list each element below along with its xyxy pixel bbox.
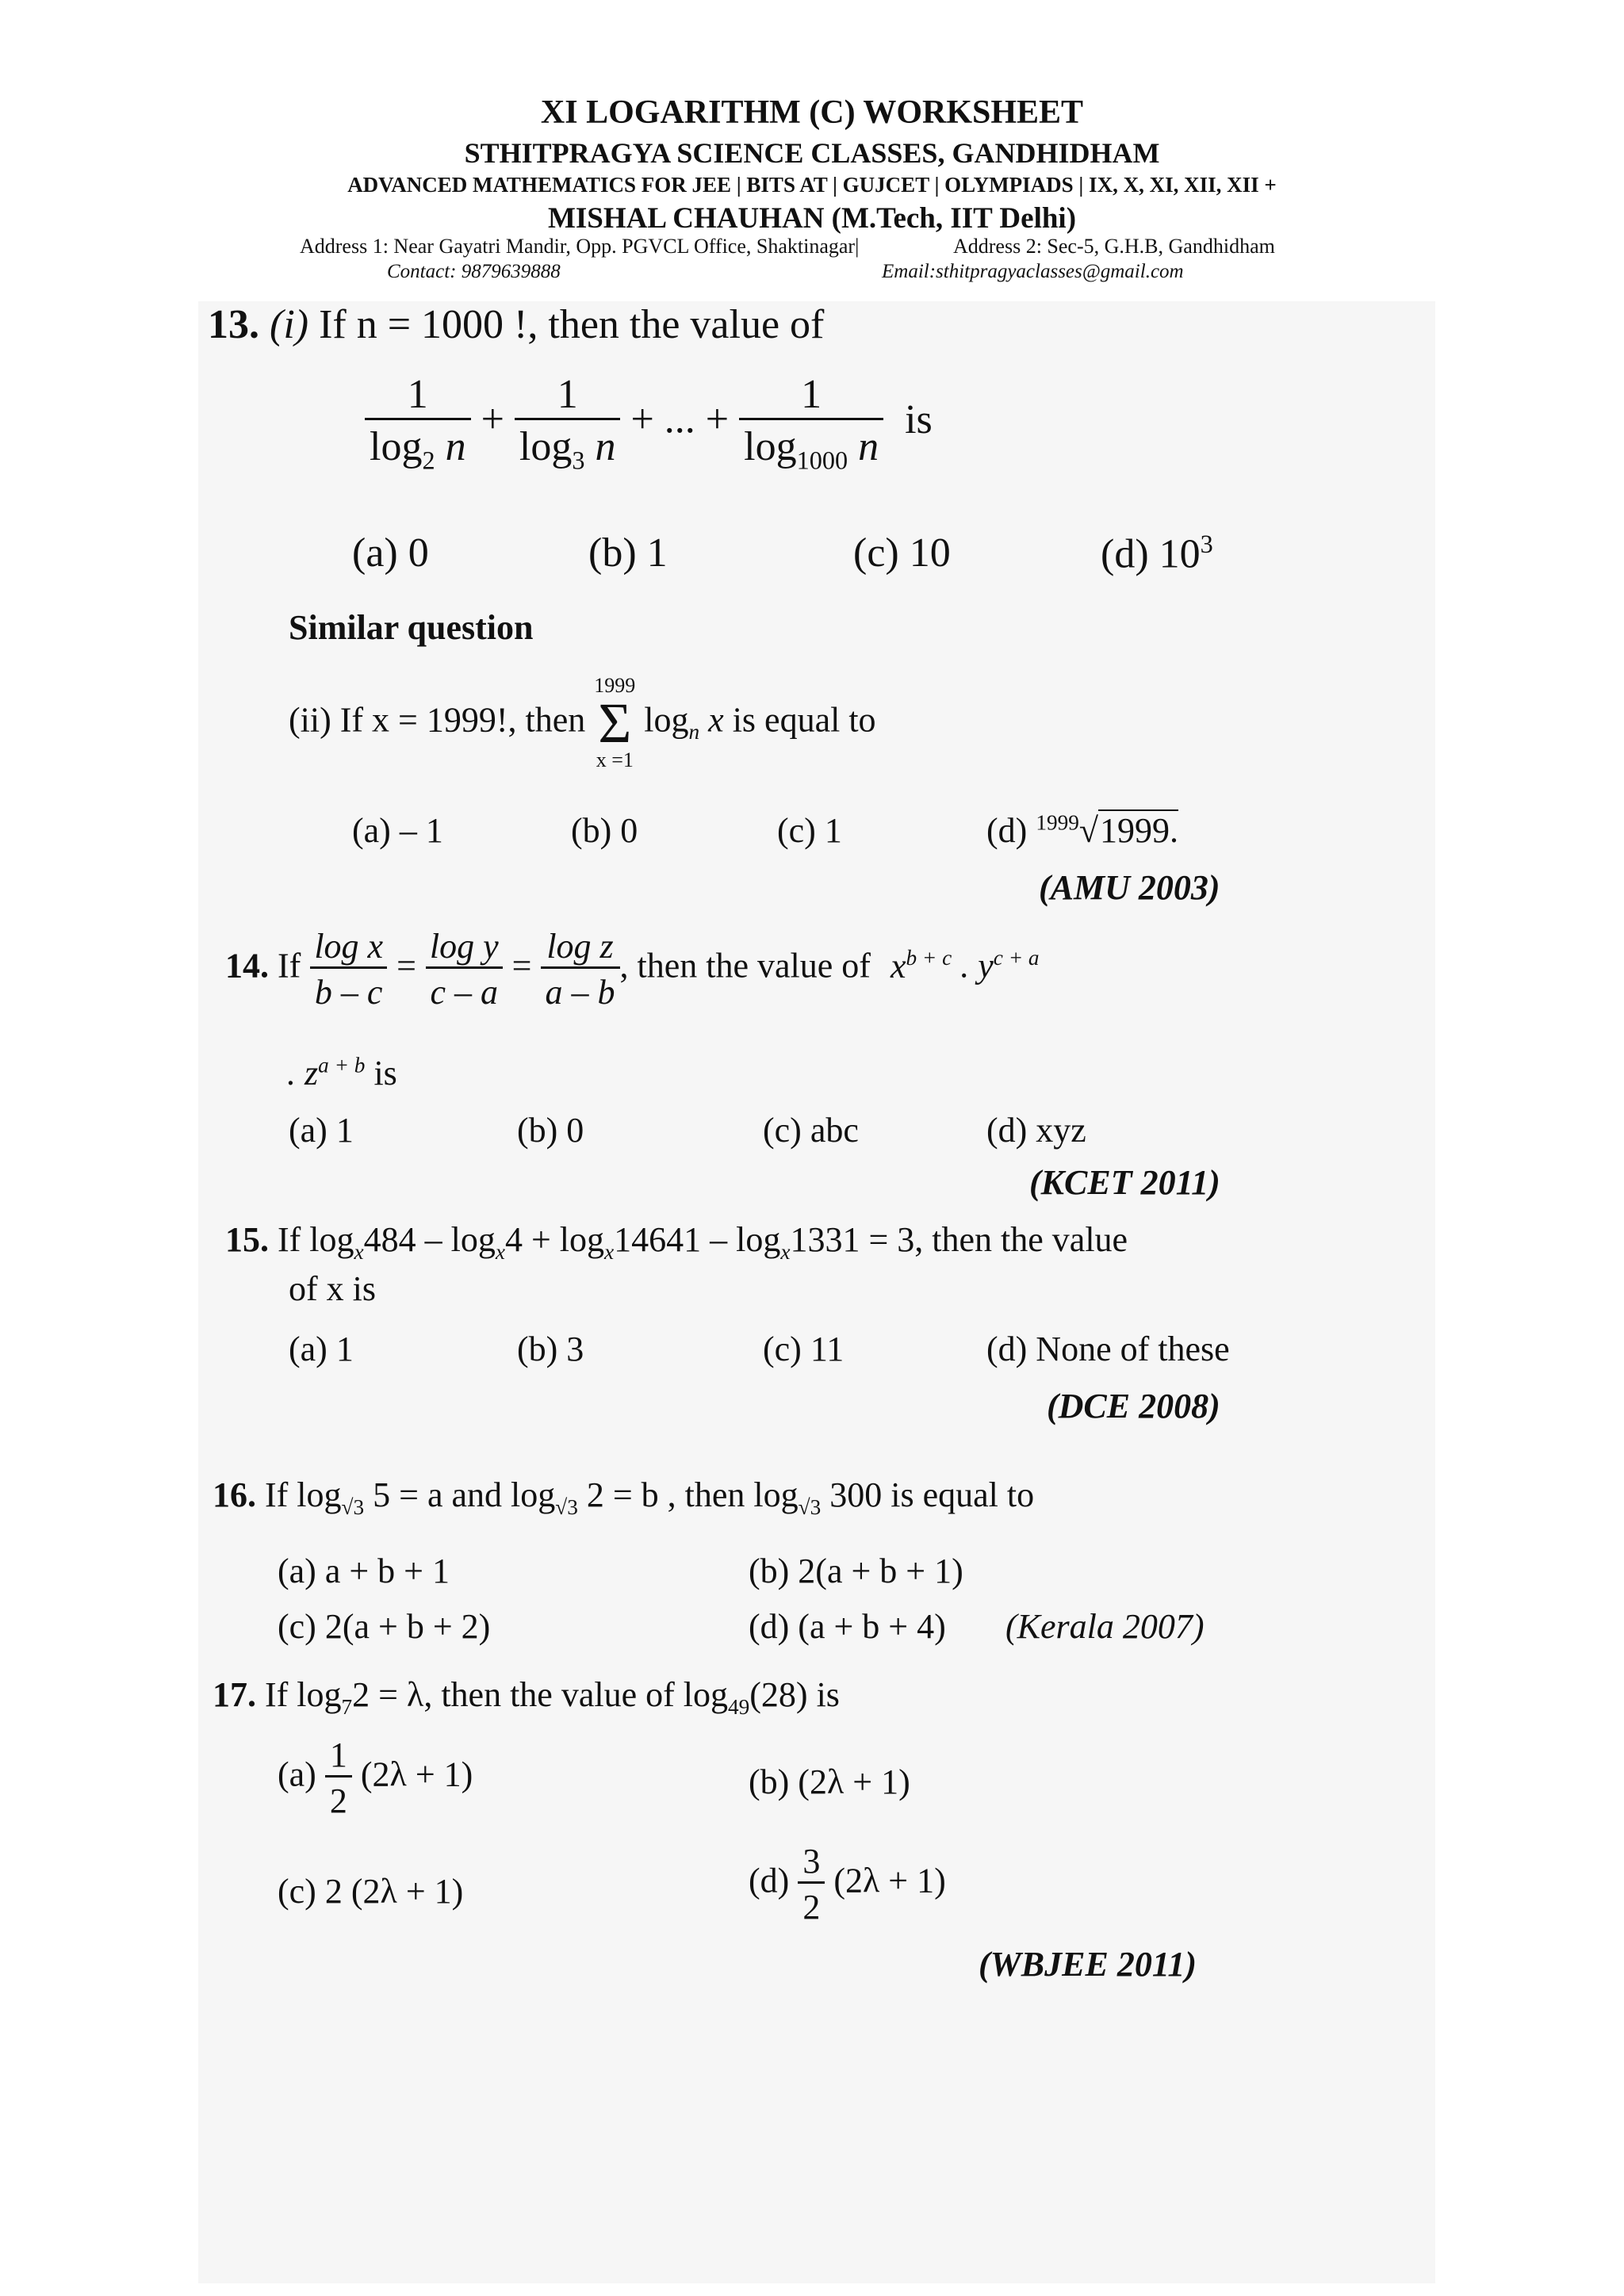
q13-ii-option-a: (a) – 1 xyxy=(352,811,443,850)
q13-stem: 13. (i) If n = 1000 !, then the value of xyxy=(208,302,825,347)
institute-name: STHITPRAGYA SCIENCE CLASSES, GANDHIDHAM xyxy=(464,137,1160,169)
q16-stem: 16. If $\log_{√3} 5 = a$ and $\log_{√3} 2 = b$ , then $\log_{√3} 300$ is equal to xyxy=(213,1475,1035,1519)
scanned-content-area xyxy=(198,301,1435,2283)
q16-option-c: (c) 2(a + b + 2) xyxy=(278,1607,491,1646)
q17-option-d: (d) $\frac{3}{2}$ (2λ + 1) xyxy=(749,1842,946,1927)
q17-option-c: (c) 2 (2λ + 1) xyxy=(278,1872,464,1911)
q13-ii-option-d: (d) $^{1999}$√1999. xyxy=(986,810,1178,850)
q15-source: (DCE 2008) xyxy=(1047,1387,1220,1425)
q17-stem: 17. If $\log_72 = \lambda$, then the value of $\log_{49}(28)$ is xyxy=(213,1675,840,1719)
sum-symbol: 1999 Σ x =1 xyxy=(594,674,636,772)
q16-source: (Kerala 2007) xyxy=(1005,1607,1205,1646)
q15-stem-continued: of x is xyxy=(289,1269,376,1308)
q14-option-d: (d) xyz xyxy=(986,1111,1086,1150)
contact-number: Contact: 9879639888 xyxy=(387,261,561,282)
fraction-1: $\frac{1}{\log_2 n}$ xyxy=(365,371,471,475)
q13-part-ii: (ii) If x = 1999!, then 1999 Σ x =1 $\log_n x$ is equal to xyxy=(289,674,876,772)
q14-stem-continued: . $z^{a + b}$ is xyxy=(287,1053,397,1093)
email-address: Email:sthitpragyaclasses@gmail.com xyxy=(882,261,1184,282)
q14-option-b: (b) 0 xyxy=(517,1111,584,1150)
q15-option-a: (a) 1 xyxy=(289,1330,354,1368)
q14-source: (KCET 2011) xyxy=(1029,1163,1220,1202)
fraction-2: $\frac{1}{\log_3 n}$ xyxy=(515,371,621,475)
fraction-3: $\frac{1}{\log_{1000} n}$ xyxy=(739,371,883,475)
address-1: Address 1: Near Gayatri Mandir, Opp. PGVCL Office, Shaktinagar| xyxy=(300,235,860,258)
q15-option-b: (b) 3 xyxy=(517,1330,584,1368)
address-2: Address 2: Sec-5, G.H.B, Gandhidham xyxy=(953,235,1275,258)
tagline: ADVANCED MATHEMATICS FOR JEE | BITS AT | GUJCET | OLYMPIADS | IX, X, XI, XII, XII + xyxy=(347,173,1277,197)
similar-question-heading: Similar question xyxy=(289,608,534,647)
q16-option-a: (a) a + b + 1 xyxy=(278,1552,450,1590)
teacher-name: MISHAL CHAUHAN (M.Tech, IIT Delhi) xyxy=(547,202,1077,235)
q13-option-a: (a) 0 xyxy=(352,530,429,576)
q17-option-a: (a) $\frac{1}{2}$ (2λ + 1) xyxy=(278,1735,473,1820)
q15-option-c: (c) 11 xyxy=(763,1330,845,1368)
q13-source: (AMU 2003) xyxy=(1039,868,1220,907)
q13-ii-option-c: (c) 1 xyxy=(777,811,842,850)
q13-series-expression: $\frac{1}{\log_2 n}$ + $\frac{1}{\log_3 n}$ + ... + $\frac{1}{\log_{1000} n}$ is xyxy=(365,371,933,475)
q13-ii-option-b: (b) 0 xyxy=(571,811,638,850)
q13-option-b: (b) 1 xyxy=(588,530,668,576)
worksheet-title: XI LOGARITHM (C) WORKSHEET xyxy=(540,94,1084,131)
q14-option-a: (a) 1 xyxy=(289,1111,354,1150)
q17-option-b: (b) (2λ + 1) xyxy=(749,1762,910,1801)
q15-option-d: (d) None of these xyxy=(986,1330,1230,1368)
q13-option-c: (c) 10 xyxy=(853,530,951,576)
q17-source: (WBJEE 2011) xyxy=(979,1945,1197,1984)
q13-option-d: (d) $10^3$ xyxy=(1101,530,1213,577)
q15-stem: 15. If $\log_x484 - \log_x4 + \log_x14641 - \log_x1331 = 3$, then the value xyxy=(225,1220,1128,1264)
q14-stem: 14. If $\frac{\text{log x}}{b - c}$ = $\frac{\text{log y}}{c - a}$ = $\frac{\text{log z}}{a - b}$ , then the value of $x^{b + c}$ . $y^{c + a}$ xyxy=(225,927,1040,1012)
q16-option-d: (d) (a + b + 4) xyxy=(749,1607,946,1646)
q14-option-c: (c) abc xyxy=(763,1111,859,1150)
q16-option-b: (b) 2(a + b + 1) xyxy=(749,1552,963,1590)
